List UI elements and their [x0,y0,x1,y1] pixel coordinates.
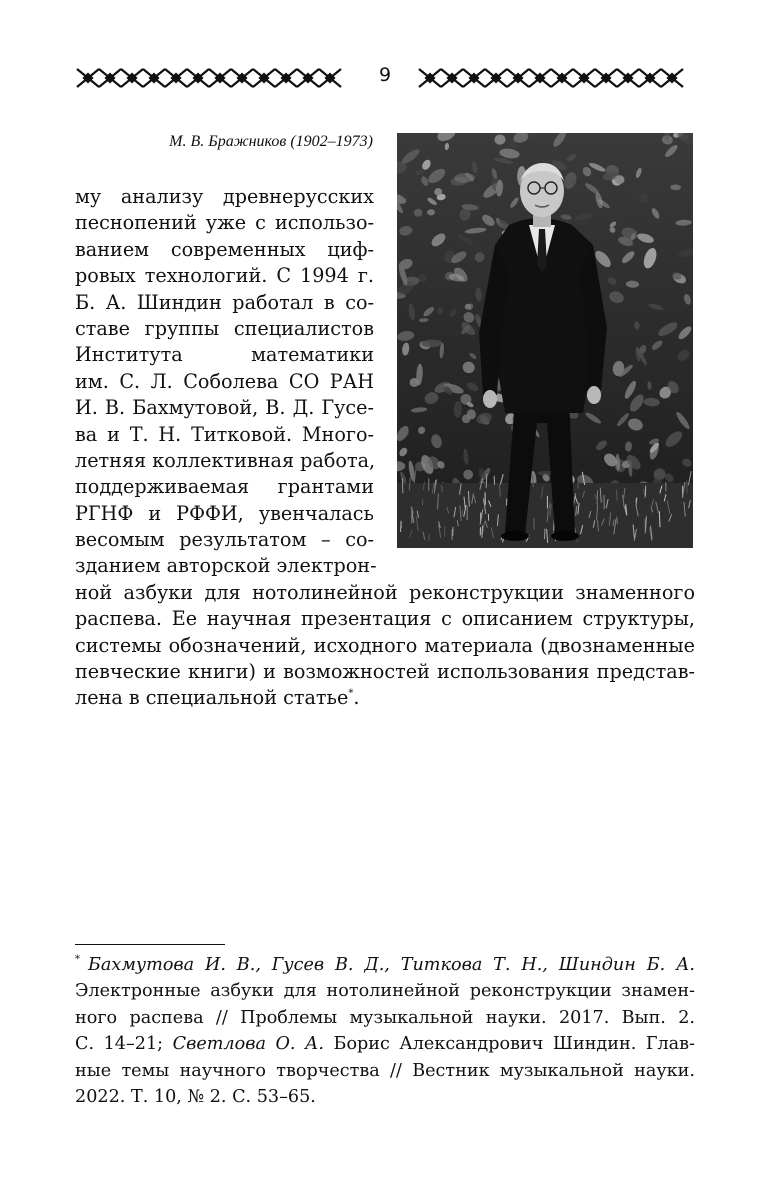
footnote-authors-2: Светлова О. А. [172,1034,324,1055]
body-line: системы обозначений, исходного материала (двознаменные [75,633,695,657]
body-line: певческие книги) и возможностей использования представ- [75,660,695,684]
body-line: ровых технологий. С 1994 г. [75,264,374,288]
body-line: зданием авторской электрон- [75,554,377,578]
footnote-line-3: ного распева // Проблемы музыкальной науки. 2017. Вып. 2. [75,1007,695,1028]
footnote-line-1 [75,952,695,978]
body-line: РГНФ и РФФИ, увенчалась [75,501,374,525]
footnote-line-4-start: С. 14–21; [75,1034,173,1055]
ornament-right-icon [417,66,693,90]
footnote-line-4 [75,1031,695,1057]
footnote-line-5: ные темы научного творчества // Вестник музыкальной науки. [75,1060,695,1081]
body-line: весомым результатом – со- [75,528,374,552]
body-line: летняя коллективная работа, [75,448,376,472]
body-line: ва и Т. Н. Титковой. Много- [75,422,374,446]
body-line: им. С. Л. Соболева СО РАН [75,369,374,393]
body-line: песнопений уже с использо- [75,211,374,235]
page-number: 9 [378,64,392,86]
body-text-wrapped-beside-photo [75,184,695,580]
figure-caption: М. В. Бражников (1902–1973) [169,133,373,150]
body-line: ванием современных циф- [75,237,374,261]
body-last-line-end: . [353,686,360,710]
body-line: Института математики [75,343,374,367]
ornament-left-icon [75,66,353,90]
footnote-marker: * [75,954,80,965]
body-last-line-text: лена в специальной статье [75,686,349,710]
body-text-full-width [75,580,695,686]
footnote-line-4-end: Борис Александрович Шиндин. Глав- [323,1034,695,1055]
running-header [75,60,693,94]
body-line: распева. Ее научная презентация с описанием структуры, [75,607,695,631]
body-line: ставе группы специалистов [75,316,374,340]
body-line: Б. А. Шиндин работал в со- [75,290,374,314]
body-line: му анализу древнерусских [75,185,374,208]
body-last-line [75,685,695,711]
body-line: поддерживаемая грантами [75,475,374,499]
footnote [75,952,695,1110]
body-line: ной азбуки для нотолинейной реконструкции знаменного [75,580,695,604]
footnote-line-2: Электронные азбуки для нотолинейной реконструкции знамен- [75,981,695,1002]
footnote-divider [75,944,225,945]
body-line: И. В. Бахмутовой, В. Д. Гусе- [75,396,374,420]
footnote-authors-1: Бахмутова И. В., Гусев В. Д., Титкова Т. Н., Шиндин Б. А. [88,955,695,975]
footnote-reference[interactable]: * [348,688,354,700]
body-text [75,184,695,712]
footnote-line-6: 2022. Т. 10, № 2. С. 53–65. [75,1086,316,1107]
